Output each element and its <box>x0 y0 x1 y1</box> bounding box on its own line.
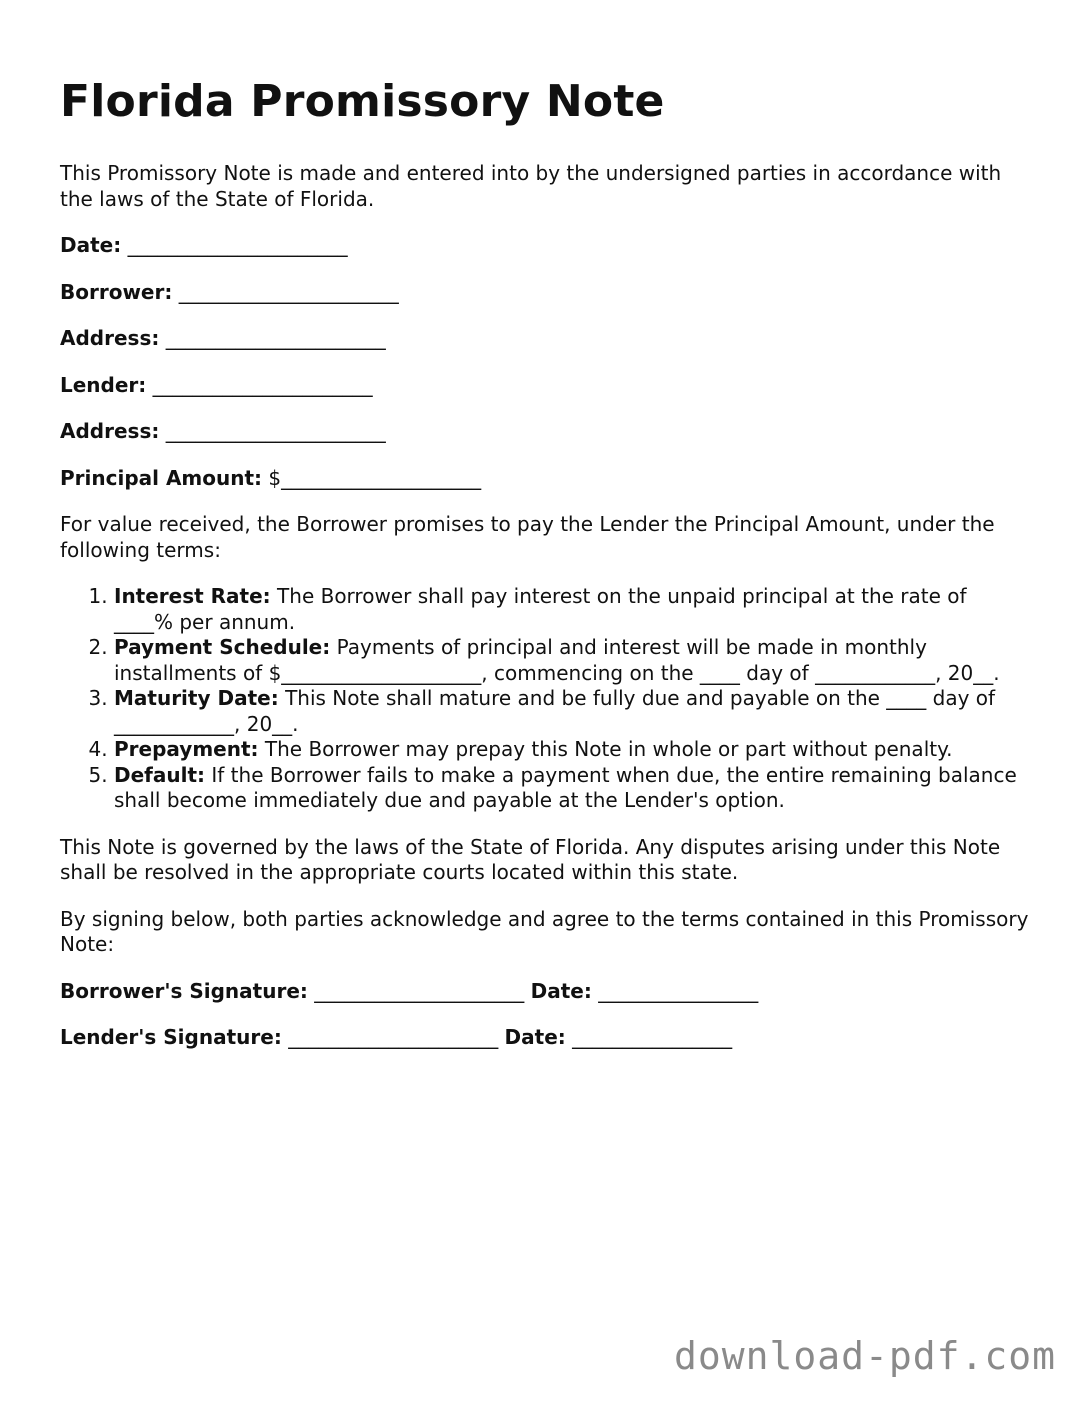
term-interest-rate <box>114 584 1030 635</box>
term-prepayment-text: The Borrower may prepay this Note in whole or part without penalty. <box>264 737 953 761</box>
lender-date-label: Date: <box>504 1025 566 1049</box>
lender-signature-label: Lender's Signature: <box>60 1025 282 1049</box>
document-page <box>60 74 1030 1072</box>
term-maturity-date-text: This Note shall mature and be fully due and payable on the ____ day of ____________, 20__. <box>114 686 996 736</box>
field-lender <box>60 373 1030 399</box>
field-borrower-line: ______________________ <box>178 279 399 304</box>
borrower-date-line: ________________ <box>598 978 759 1003</box>
watermark: download-pdf.com <box>673 1334 1056 1378</box>
intro-paragraph: This Promissory Note is made and entered into by the undersigned parties in accordance with the laws of the State of Florida. <box>60 161 1002 211</box>
term-prepayment-label: Prepayment: <box>114 737 259 761</box>
field-lender-address-label: Address: <box>60 419 160 443</box>
terms-intro-paragraph: For value received, the Borrower promises to pay the Lender the Principal Amount, under the following terms: <box>60 512 995 562</box>
term-payment-schedule <box>114 635 1030 686</box>
term-interest-rate-label: Interest Rate: <box>114 584 271 608</box>
field-borrower-address-label: Address: <box>60 326 160 350</box>
term-interest-rate-text: The Borrower shall pay interest on the unpaid principal at the rate of ____% per annum. <box>114 584 967 634</box>
term-payment-schedule-label: Payment Schedule: <box>114 635 331 659</box>
field-principal-amount <box>60 466 1030 492</box>
field-principal-amount-label: Principal Amount: <box>60 465 263 490</box>
borrower-signature-label: Borrower's Signature: <box>60 978 308 1003</box>
field-lender-line: ______________________ <box>152 372 373 397</box>
borrower-date-label: Date: <box>530 978 592 1003</box>
lender-signature-line: _____________________ <box>288 1025 499 1049</box>
borrower-signature-row <box>60 979 1030 1005</box>
term-default-label: Default: <box>114 762 206 787</box>
borrower-signature-line: _____________________ <box>314 978 525 1003</box>
lender-signature-row <box>60 1025 1030 1051</box>
term-prepayment <box>114 737 1030 763</box>
field-date-label: Date: <box>60 233 122 257</box>
field-lender-address <box>60 419 1030 445</box>
document-title: Florida Promissory Note <box>60 76 665 127</box>
field-borrower-address <box>60 326 1030 352</box>
governing-law-paragraph: This Note is governed by the laws of the State of Florida. Any disputes arising under this Note shall be resolved in the appropriate courts located within this state. <box>60 834 1001 884</box>
field-lender-address-line: ______________________ <box>165 419 386 443</box>
term-maturity-date <box>114 686 1030 737</box>
term-default-text: If the Borrower fails to make a payment when due, the entire remaining balance shall become immediately due and payable at the Lender's option. <box>114 762 1017 812</box>
field-borrower-address-line: ______________________ <box>165 326 386 350</box>
term-maturity-date-label: Maturity Date: <box>114 686 279 710</box>
field-date <box>60 233 1030 259</box>
terms-list <box>60 584 1030 814</box>
field-principal-amount-line: $____________________ <box>268 465 482 490</box>
field-date-line: ______________________ <box>127 233 348 257</box>
field-borrower-label: Borrower: <box>60 279 173 304</box>
acknowledgement-paragraph: By signing below, both parties acknowledge and agree to the terms contained in this Promissory Note: <box>60 906 1029 956</box>
term-default <box>114 763 1030 814</box>
field-lender-label: Lender: <box>60 372 147 397</box>
term-payment-schedule-text: Payments of principal and interest will be made in monthly installments of $____________________, commencing on the ____ day of ____________, 20__. <box>114 635 1000 685</box>
field-borrower <box>60 280 1030 306</box>
lender-date-line: ________________ <box>572 1025 733 1049</box>
